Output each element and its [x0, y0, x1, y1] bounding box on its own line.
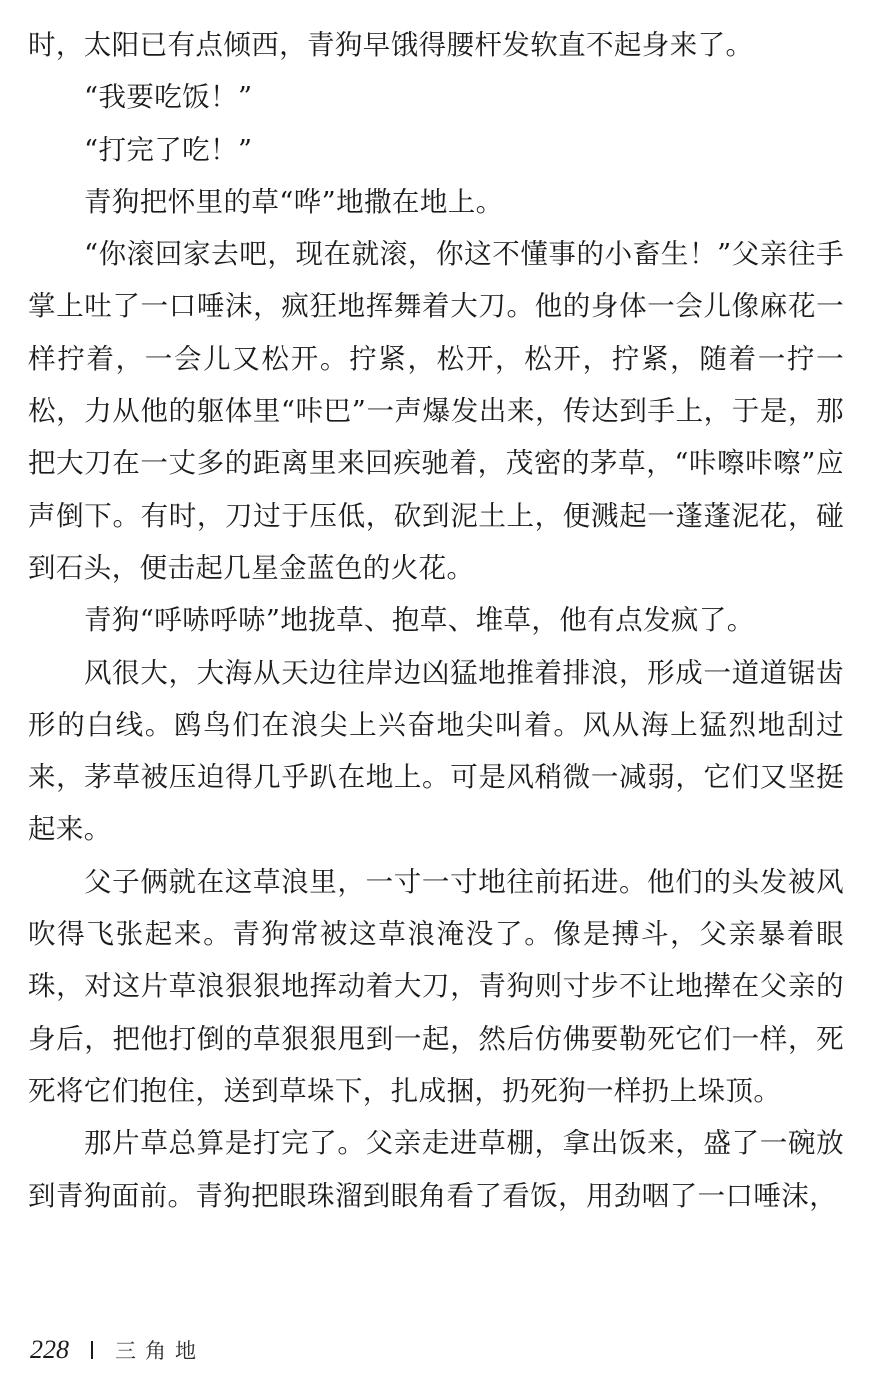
paragraph-6: 青狗“呼哧呼哧”地拢草、抱草、堆草，他有点发疯了。: [84, 604, 755, 637]
book-title: 三角地: [115, 1339, 205, 1363]
paragraph-3: “打完了吃！”: [84, 133, 253, 166]
paragraph-8: 父子俩就在这草浪里，一寸一寸地往前拓进。他们的头发被风吹得飞张起来。青狗常被这草浪淹没了。像是搏斗，父亲暴着眼珠，对这片草浪狠狠地挥动着大刀，青狗则寸步不让地撵在父亲的身后，把他打倒的草狠狠甩到一起，然后仿佛要勒死它们一样，死死将它们抱住，送到草垛下，扎成捆，扔死狗一样扔上垛顶。: [28, 865, 844, 1107]
paragraph-4: 青狗把怀里的草“哗”地撒在地上。: [84, 185, 504, 218]
paragraph-2: “我要吃饭！”: [84, 81, 253, 114]
paragraph-7: 风很大，大海从天边往岸边凶猛地推着排浪，形成一道道锯齿形的白线。鸥鸟们在浪尖上兴奋地尖叫着。风从海上猛烈地刮过来，茅草被压迫得几乎趴在地上。可是风稍微一减弱，它们又坚挺起来。: [28, 656, 844, 846]
page-number: 228: [30, 1335, 69, 1364]
page-footer: [30, 1334, 205, 1366]
footer-divider: [91, 1341, 93, 1359]
paragraph-1: 时，太阳已有点倾西，青狗早饿得腰杆发软直不起身来了。: [28, 29, 754, 61]
paragraph-9: 那片草总算是打完了。父亲走进草棚，拿出饭来，盛了一碗放到青狗面前。青狗把眼珠溜到眼角看了看饭，用劲咽了一口唾沫，: [28, 1127, 844, 1212]
paragraph-5: “你滚回家去吧，现在就滚，你这不懂事的小畜生！”父亲往手掌上吐了一口唾沫，疯狂地挥舞着大刀。他的身体一会儿像麻花一样拧着，一会儿又松开。拧紧，松开，松开，拧紧，随着一拧一松，力从他的躯体里“咔巴”一声爆发出来，传达到手上，于是，那把大刀在一丈多的距离里来回疾驰着，茂密的茅草，“咔嚓咔嚓”应声倒下。有时，刀过于压低，砍到泥土上，便溅起一蓬蓬泥花，碰到石头，便击起几星金蓝色的火花。: [28, 238, 844, 584]
page-body: [28, 19, 844, 1222]
